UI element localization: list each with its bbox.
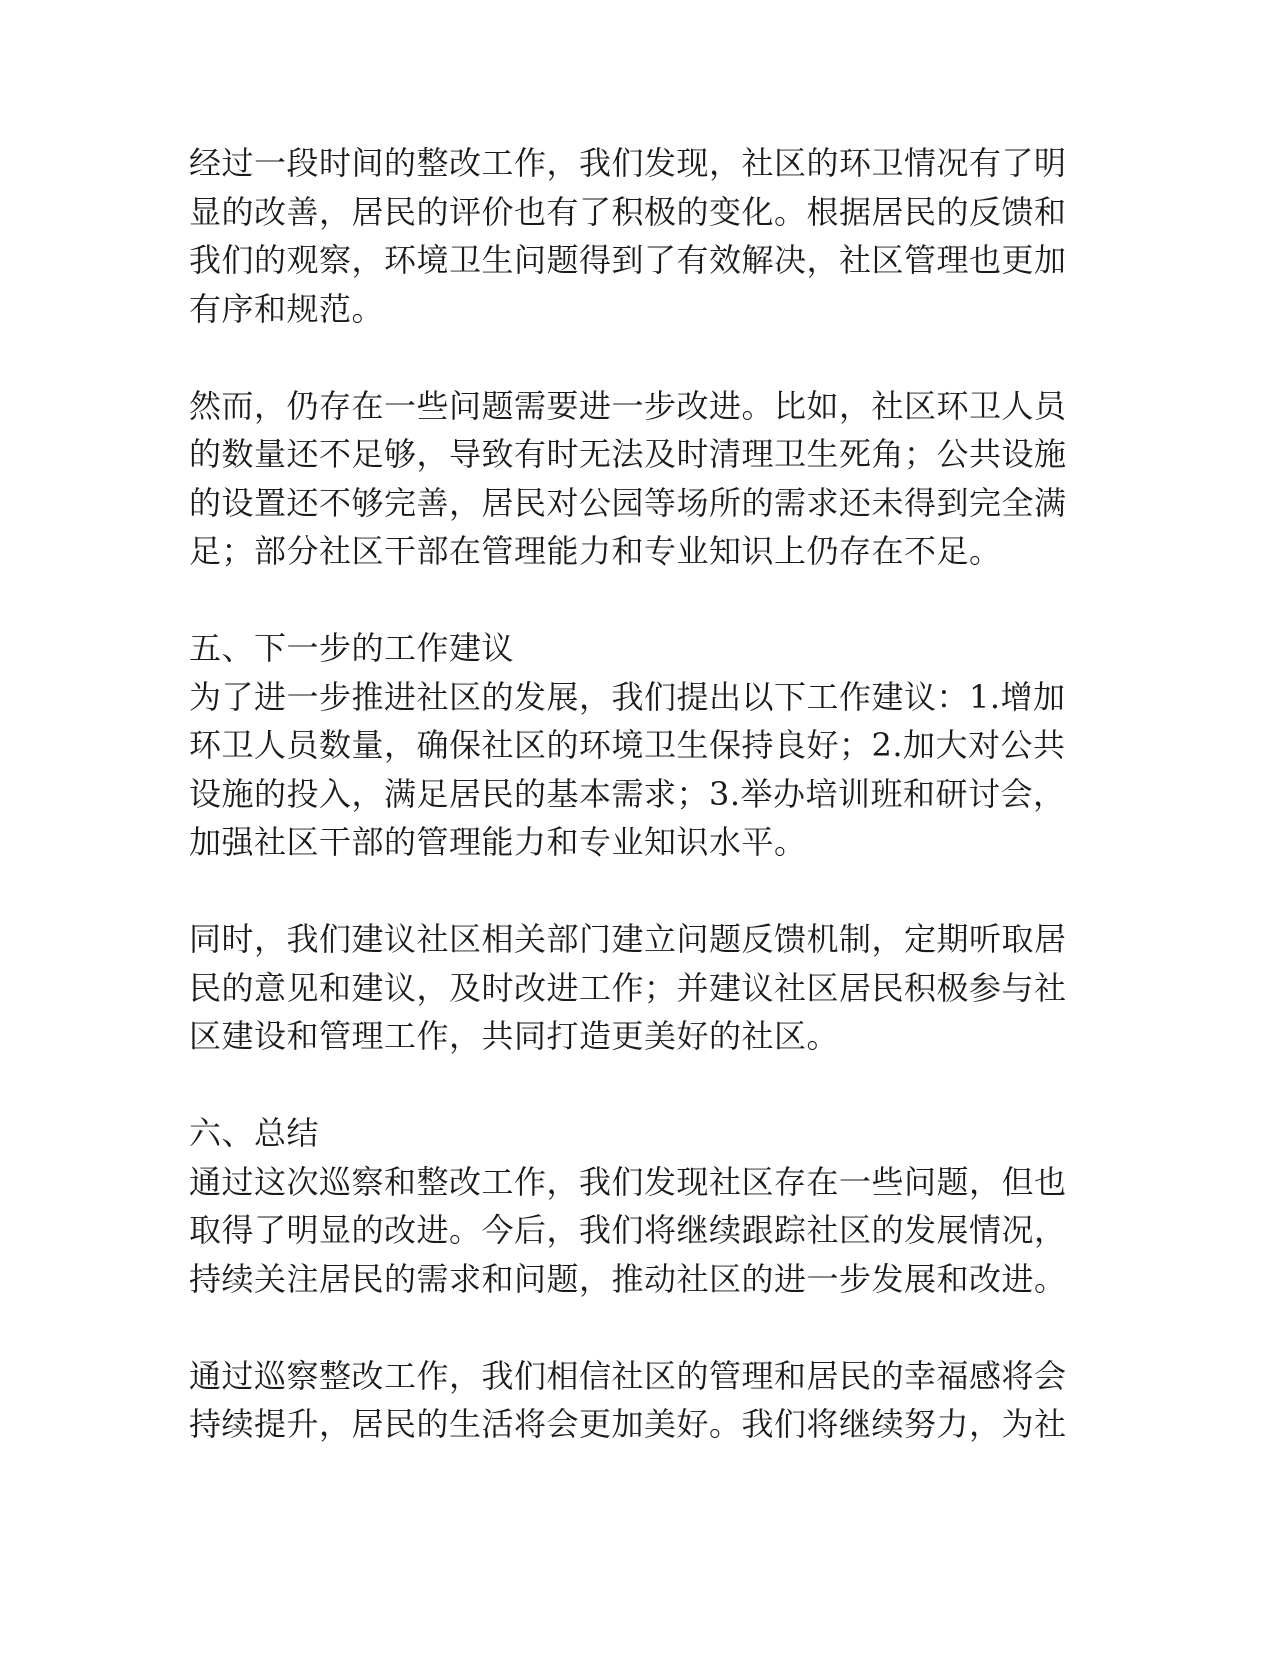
paragraph-work-suggestions: 为了进一步推进社区的发展，我们提出以下工作建议：1.增加 环卫人员数量，确保社区的环境卫生保持良好；2.加大对公共 设施的投入，满足居民的基本需求；3.举办培训班和研讨会， 加强社区干部的管理能力和专业知识水平。 xyxy=(189,677,1066,861)
paragraph-rectification-results: 经过一段时间的整改工作，我们发现，社区的环卫情况有了明 显的改善，居民的评价也有了积极的变化。根据居民的反馈和 我们的观察，环境卫生问题得到了有效解决，社区管理也更加 有序和规范。 xyxy=(189,144,1067,328)
section-heading-next-steps: 五、下一步的工作建议 xyxy=(189,629,515,667)
paragraph-feedback-mechanism: 同时，我们建议社区相关部门建立问题反馈机制，定期听取居 民的意见和建议，及时改进工作；并建议社区居民积极参与社 区建设和管理工作，共同打造更美好的社区。 xyxy=(189,920,1067,1055)
paragraph-closing: 通过巡察整改工作，我们相信社区的管理和居民的幸福感将会 持续提升，居民的生活将会更加美好。我们将继续努力，为社 xyxy=(189,1356,1067,1443)
section-heading-summary: 六、总结 xyxy=(189,1114,320,1152)
paragraph-spacer xyxy=(189,333,1089,382)
paragraph-spacer xyxy=(189,1303,1089,1352)
paragraph-spacer xyxy=(189,1061,1089,1110)
paragraph-summary: 通过这次巡察和整改工作，我们发现社区存在一些问题，但也 取得了明显的改进。今后，我们将继续跟踪社区的发展情况， 持续关注居民的需求和问题，推动社区的进一步发展和改进。 xyxy=(189,1162,1067,1298)
paragraph-spacer xyxy=(189,576,1089,625)
paragraph-remaining-problems: 然而，仍存在一些问题需要进一步改进。比如，社区环卫人员 的数量还不足够，导致有时无法及时清理卫生死角；公共设施 的设置还不够完善，居民对公园等场所的需求还未得到完全满 足；部分社区干部在管理能力和专业知识上仍存在不足。 xyxy=(189,386,1067,570)
document-body xyxy=(189,139,1089,1449)
paragraph-spacer xyxy=(189,867,1089,916)
